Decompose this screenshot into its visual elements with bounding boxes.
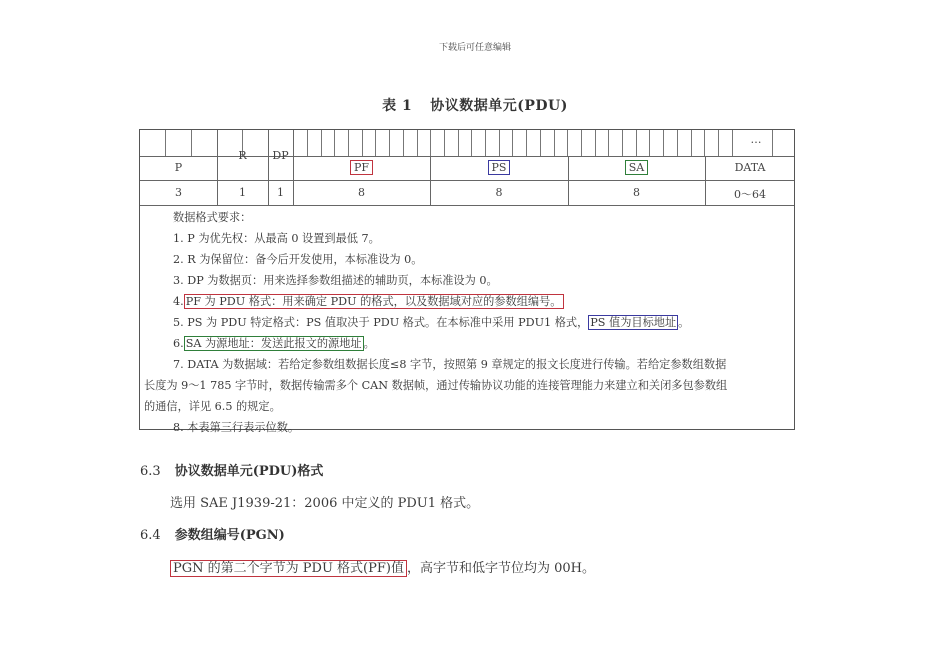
bit-tick [663, 130, 664, 156]
bits-ps: 8 [495, 186, 503, 199]
field-pf-label: PF [350, 160, 373, 175]
bits-p: 3 [175, 186, 182, 199]
bit-tick [458, 130, 459, 156]
bit-tick [348, 130, 349, 156]
bit-tick [362, 130, 363, 156]
note-6-prefix: 6. [173, 337, 184, 350]
field-sa-label: SA [625, 160, 648, 175]
note-6-highlight: SA 为源地址：发送此报文的源地址 [185, 337, 362, 350]
note-5-suffix: 。 [678, 316, 690, 329]
bit-tick [649, 130, 650, 156]
bit-tick [677, 130, 678, 156]
note-2: 2. R 为保留位：备今后开发使用，本标准设为 0。 [173, 253, 423, 266]
bits-dp: 1 [277, 186, 284, 199]
table-caption-title: 协议数据单元(PDU) [430, 98, 568, 114]
note-5 [173, 315, 689, 331]
bit-tick [772, 130, 773, 156]
notes-heading: 数据格式要求： [173, 211, 252, 224]
bit-tick [718, 130, 719, 156]
bit-tick [485, 130, 486, 156]
bit-tick [581, 130, 582, 156]
bit-tick [191, 130, 192, 156]
bit-tick [375, 130, 376, 156]
bit-tick [540, 130, 541, 156]
section-6-4-highlight: PGN 的第二个字节为 PDU 格式(PF)值 [170, 560, 407, 577]
bits-sa: 8 [633, 186, 640, 199]
bit-tick [732, 130, 733, 156]
note-1: 1. P 为优先权：从最高 0 设置到最低 7。 [173, 232, 380, 245]
bit-tick [704, 130, 705, 156]
pdu-table [139, 129, 795, 434]
section-6-4-number: 6.4 [140, 528, 161, 543]
bit-tick [165, 130, 166, 156]
field-sa [568, 160, 705, 175]
row-divider [140, 180, 794, 181]
section-6-4-body [170, 557, 595, 576]
note-4 [173, 294, 564, 310]
bit-tick [512, 130, 513, 156]
bit-tick [334, 130, 335, 156]
section-6-3-body: 选用 SAE J1939-21：2006 中定义的 PDU1 格式。 [170, 496, 480, 511]
note-6 [173, 336, 375, 352]
note-7-line3: 的通信，详见 6.5 的规定。 [144, 400, 281, 413]
bit-tick [595, 130, 596, 156]
note-8: 8. 本表第三行表示位数。 [173, 421, 300, 434]
table-caption-number: 表 1 [382, 98, 413, 114]
bit-tick [430, 130, 431, 156]
bit-tick [499, 130, 500, 156]
table-caption [0, 95, 950, 115]
note-7-line2: 长度为 9～1 785 字节时，数据传输需多个 CAN 数据帧，通过传输协议功能的连接管理能力来建立和关闭多包参数组 [144, 379, 728, 392]
note-7-line1: 7. DATA 为数据域：若给定参数组数据长度≤8 字节，按照第 9 章规定的报文长度进行传输。若给定参数组数据 [173, 358, 727, 371]
field-ps-label: PS [488, 160, 511, 175]
ellipsis-marker: … [750, 133, 762, 146]
bit-tick [567, 130, 568, 156]
note-4-highlight: PF 为 PDU 格式：用来确定 PDU 的格式，以及数据域对应的参数组编号。 [185, 295, 562, 308]
bit-tick [622, 130, 623, 156]
section-6-3-title: 协议数据单元(PDU)格式 [174, 464, 324, 479]
note-5-prefix: 5. PS 为 PDU 特定格式：PS 值取决于 PDU 格式。在本标准中采用 PDU1 格式， [173, 316, 589, 329]
note-6-suffix: 。 [363, 337, 375, 350]
bit-tick [526, 130, 527, 156]
bit-tick [608, 130, 609, 156]
bit-tick [321, 130, 322, 156]
bit-tick [417, 130, 418, 156]
section-6-4-heading [140, 524, 285, 543]
note-3: 3. DP 为数据页：用来选择参数组描述的辅助页，本标准设为 0。 [173, 274, 498, 287]
bit-tick [389, 130, 390, 156]
header-note: 下载后可任意编辑 [438, 43, 511, 53]
bit-tick [403, 130, 404, 156]
field-pf [293, 160, 430, 175]
note-5-highlight: PS 值为目标地址 [590, 316, 677, 329]
bit-tick [471, 130, 472, 156]
section-6-3-number: 6.3 [140, 464, 161, 479]
field-p: P [174, 161, 183, 174]
section-6-3-heading [140, 460, 323, 479]
row-divider [140, 205, 794, 206]
bit-tick [307, 130, 308, 156]
field-r: R [238, 149, 247, 162]
bits-pf: 8 [358, 186, 365, 199]
bit-tick [691, 130, 692, 156]
field-ps [430, 160, 568, 175]
section-6-4-suffix: ，高字节和低字节位均为 00H。 [406, 561, 595, 576]
field-dp: DP [272, 149, 289, 162]
bits-data: 0～64 [734, 188, 766, 201]
bit-tick [554, 130, 555, 156]
section-6-4-title: 参数组编号(PGN) [174, 528, 285, 543]
bit-tick [636, 130, 637, 156]
bit-tick [444, 130, 445, 156]
field-data: DATA [734, 161, 766, 174]
note-4-prefix: 4. [173, 295, 184, 308]
bits-r: 1 [239, 186, 246, 199]
